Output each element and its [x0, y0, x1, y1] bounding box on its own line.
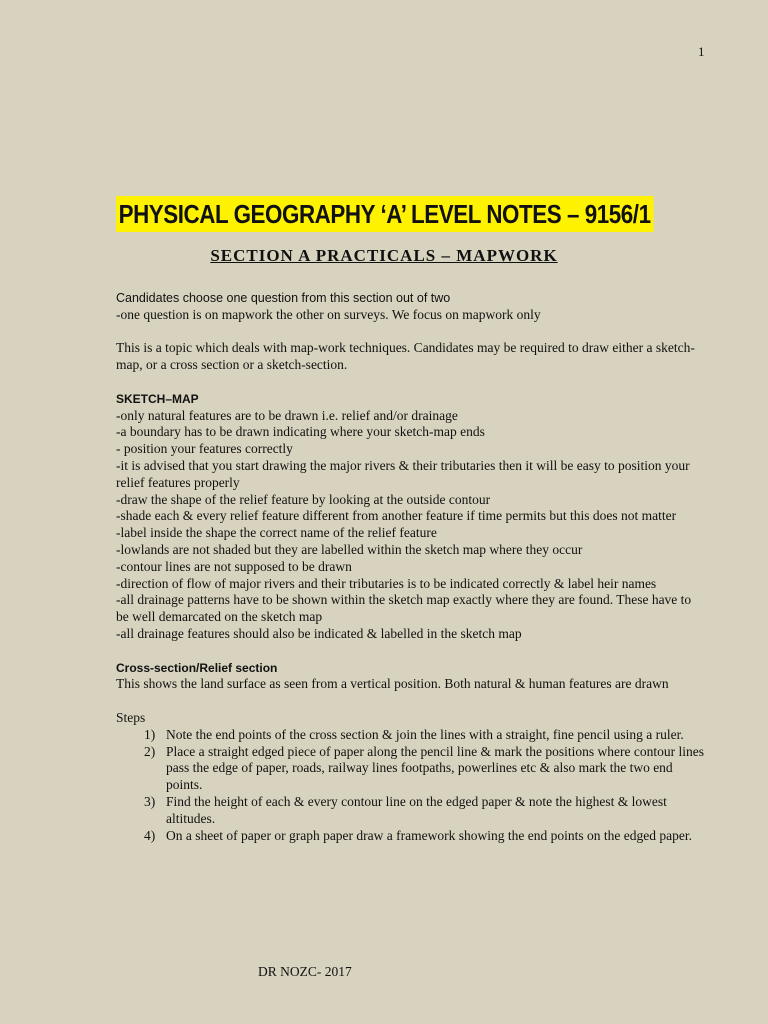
list-item: -label inside the shape the correct name of the relief feature [116, 525, 437, 541]
cross-section-paragraph: This shows the land surface as seen from a vertical position. Both natural & human features are drawn [116, 676, 669, 692]
list-item: -direction of flow of major rivers and their tributaries is to be indicated correctly & label heir names [116, 575, 657, 591]
title-block [116, 196, 741, 232]
page-number: 1 [698, 44, 705, 59]
steps-list [116, 727, 706, 845]
list-item: -draw the shape of the relief feature by looking at the outside contour [116, 491, 491, 507]
list-item: -shade each & every relief feature different from another feature if time permits but this does not matter [116, 508, 677, 524]
document-body [116, 290, 706, 844]
step-item: 1) Note the end points of the cross section & join the lines with a straight, fine pencil using a ruler. [144, 726, 684, 742]
section-subtitle: SECTION A PRACTICALS – MAPWORK [210, 246, 558, 265]
step-item: 4) On a sheet of paper or graph paper draw a framework showing the end points on the edged paper. [144, 827, 692, 843]
page-footer: DR NOZC- 2017 [258, 964, 352, 979]
intro-paragraph: This is a topic which deals with map-work techniques. Candidates may be required to draw either a sketch-map, or a cross section or a sketch-section. [116, 340, 695, 373]
list-item: -all drainage patterns have to be shown within the sketch map exactly where they are found. These have to be well demarcated on the sketch map [116, 592, 692, 625]
list-item: -only natural features are to be drawn i.e. relief and/or drainage [116, 407, 458, 423]
step-item: 2) Place a straight edged piece of paper along the pencil line & mark the positions where contour lines pass the edge of paper, roads, railway lines footpaths, powerlines etc & also mark the two end points. [144, 743, 704, 793]
list-item: -all drainage features should also be indicated & labelled in the sketch map [116, 625, 522, 641]
step-item: 3) Find the height of each & every contour line on the edged paper & note the highest & lowest altitudes. [144, 793, 667, 826]
intro-line-2: -one question is on mapwork the other on surveys. We focus on mapwork only [116, 306, 541, 322]
list-item: - position your features correctly [116, 441, 293, 457]
list-item: -lowlands are not shaded but they are labelled within the sketch map where they occur [116, 541, 583, 557]
cross-section-heading: Cross-section/Relief section [116, 660, 278, 675]
list-item: -contour lines are not supposed to be drawn [116, 558, 352, 574]
steps-label: Steps [116, 709, 146, 725]
intro-line-1: Candidates choose one question from this section out of two [116, 291, 451, 305]
list-item: -it is advised that you start drawing the major rivers & their tributaries then it will be easy to position your relief features properly [116, 457, 690, 490]
sketch-map-heading: SKETCH–MAP [116, 391, 199, 406]
page-title: PHYSICAL GEOGRAPHY ‘A’ LEVEL NOTES – 9156/1 [116, 196, 653, 232]
list-item: -a boundary has to be drawn indicating where your sketch-map ends [116, 424, 485, 440]
